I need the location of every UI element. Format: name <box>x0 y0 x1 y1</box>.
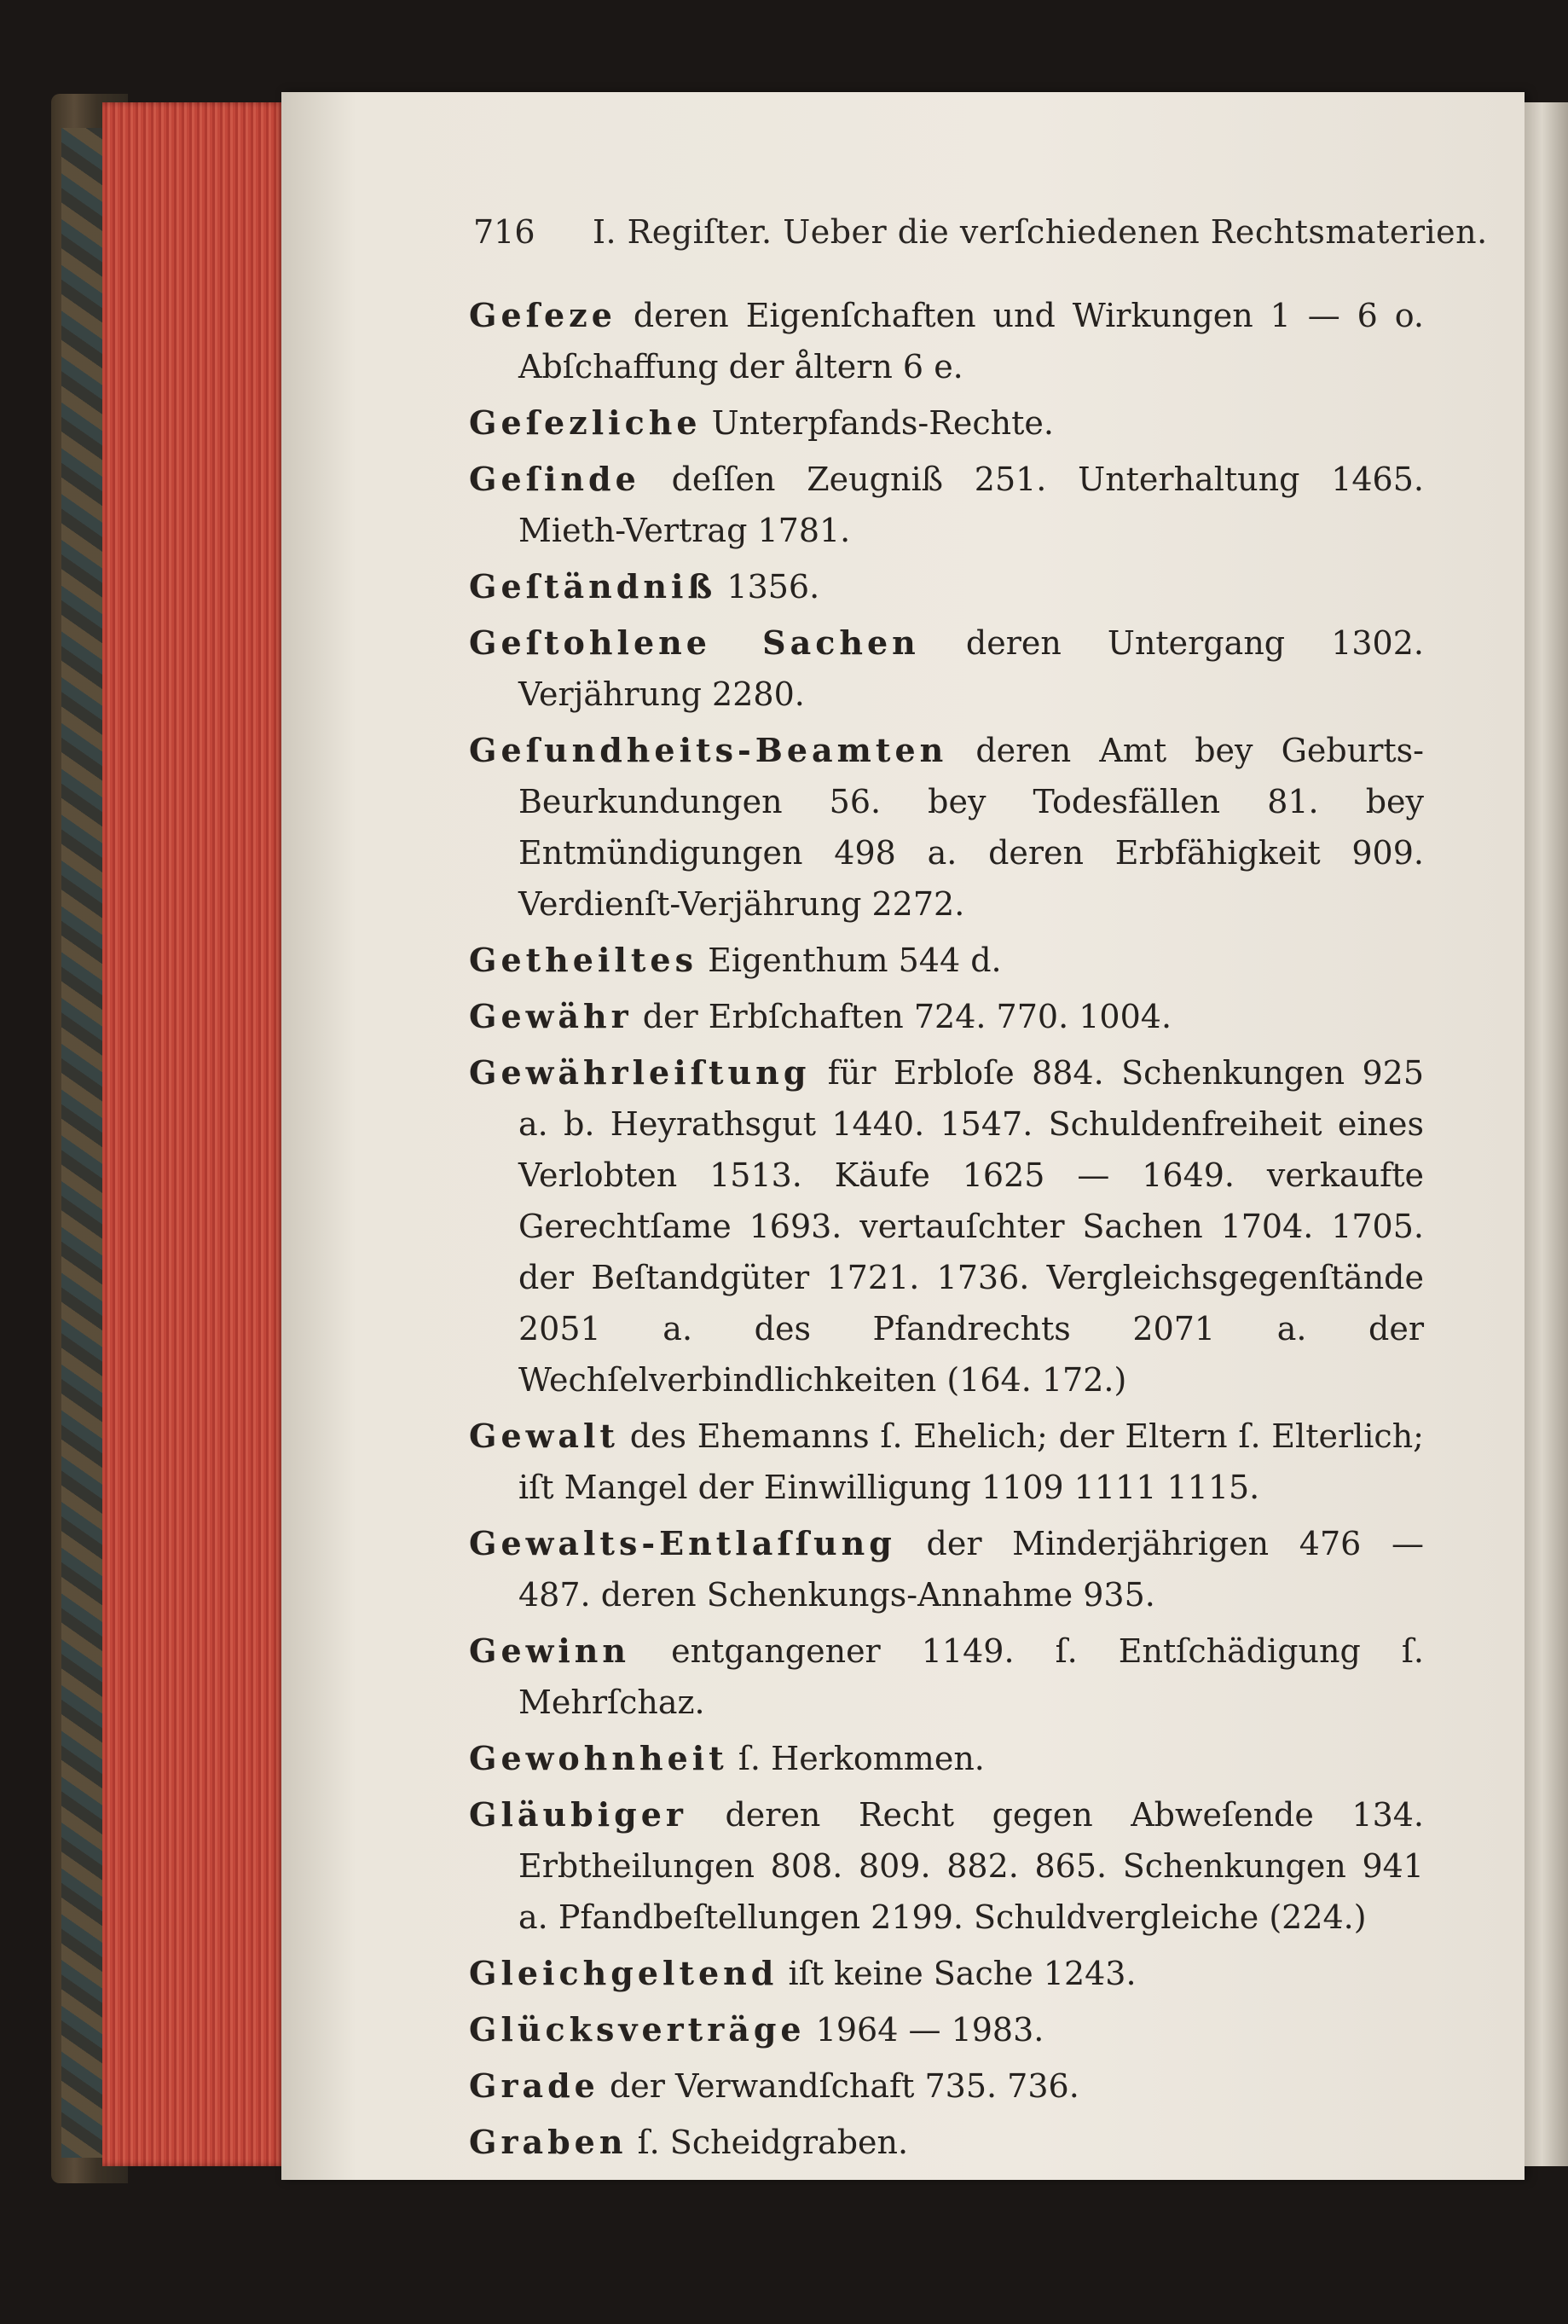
entry-term: Grade <box>469 2066 599 2105</box>
entry-text: Unterpfands-Rechte. <box>711 404 1054 442</box>
register-entry <box>469 1047 1424 1405</box>
entry-text: ſ. Herkommen. <box>738 1740 985 1777</box>
running-title: I. Regiſter. Ueber die verſchiedenen Rechtsmaterien. <box>593 213 1488 251</box>
register-entry <box>469 1626 1424 1728</box>
entry-term: Gewalt <box>469 1417 619 1455</box>
register-entry <box>469 1733 1424 1784</box>
entry-text: Eigenthum 544 d. <box>708 942 1002 979</box>
entry-text: 1356. <box>726 568 820 606</box>
entry-text: für Erbloſe 884. Schenkungen 925 a. b. Heyrathsgut 1440. 1547. Schuldenfreiheit eines Verlobten 1513. Käufe 1625 — 1649. verkaufte Gerechtſame 1693. vertauſchter Sachen 1704. 1705. der Beſtandgüter 1721. 1736. Vergleichsgegenſtände 2051 a. des Pfandrechts 2071 a. der Wechſelverbindlichkeiten (164. 172.) <box>518 1054 1424 1399</box>
entry-text: deren Eigenſchaften und Wirkungen 1 — 6 o. Abſchaffung der åltern 6 e. <box>518 297 1424 385</box>
entry-term: Glücksverträge <box>469 2010 806 2049</box>
register-entry <box>469 935 1424 986</box>
facing-page-edge <box>1525 102 1568 2166</box>
entry-term: Gewinn <box>469 1631 631 1670</box>
page-number: 716 <box>473 213 535 251</box>
entry-text: deren Untergang 1302. Verjährung 2280. <box>518 624 1424 713</box>
running-header <box>473 213 1488 264</box>
register-entries <box>469 290 1424 2173</box>
entry-text: deren Recht gegen Abweſende 134. Erbtheilungen 808. 809. 882. 865. Schenkungen 941 a. Pfandbeſtellungen 2199. Schuldvergleiche (224.) <box>518 1796 1424 1936</box>
register-entry <box>469 397 1424 449</box>
entry-term: Gewalts-Entlaſſung <box>469 1524 896 1562</box>
entry-text: der Erbſchaften 724. 770. 1004. <box>642 998 1172 1035</box>
entry-term: Graben <box>469 2123 628 2161</box>
register-entry <box>469 617 1424 720</box>
entry-term: Geſtohlene Sachen <box>469 623 920 662</box>
entry-text: deſſen Zeugniß 251. Unterhaltung 1465. Mieth-Vertrag 1781. <box>518 461 1424 549</box>
entry-text: der Verwandſchaft 735. 736. <box>609 2067 1079 2105</box>
entry-term: Gewähr <box>469 997 633 1035</box>
entry-text: des Ehemanns ſ. Ehelich; der Eltern ſ. Elterlich; iſt Mangel der Einwilligung 1109 1111 1115. <box>518 1417 1424 1506</box>
entry-text: ſ. Scheidgraben. <box>637 2124 909 2161</box>
entry-text: der Minderjährigen 476 — 487. deren Schenkungs-Annahme 935. <box>518 1525 1424 1614</box>
entry-term: Gewährleiſtung <box>469 1053 811 1092</box>
entry-term: Geſeze <box>469 296 616 334</box>
entry-term: Gleichgeltend <box>469 1954 778 1992</box>
entry-term: Gläubiger <box>469 1795 687 1834</box>
entry-term: Geſtändniß <box>469 567 717 606</box>
entry-term: Geſinde <box>469 460 640 498</box>
register-entry <box>469 1789 1424 1943</box>
register-entry <box>469 725 1424 930</box>
register-entry <box>469 2117 1424 2168</box>
entry-term: Getheiltes <box>469 941 697 979</box>
register-entry <box>469 561 1424 612</box>
register-entry <box>469 991 1424 1042</box>
register-entry <box>469 2060 1424 2112</box>
register-entry <box>469 2004 1424 2055</box>
register-entry <box>469 290 1424 392</box>
entry-term: Geſundheits-Beamten <box>469 731 948 769</box>
entry-text: iſt keine Sache 1243. <box>788 1955 1137 1992</box>
register-entry <box>469 1948 1424 1999</box>
entry-text: entgangener 1149. ſ. Entſchädigung ſ. Mehrſchaz. <box>518 1632 1424 1721</box>
entry-text: 1964 — 1983. <box>815 2011 1044 2049</box>
register-entry <box>469 1518 1424 1620</box>
page-edges <box>102 102 286 2166</box>
entry-term: Gewohnheit <box>469 1739 728 1777</box>
entry-term: Geſezliche <box>469 403 702 442</box>
register-entry <box>469 454 1424 556</box>
entry-text: deren Amt bey Geburts-Beurkundungen 56. bey Todesfällen 81. bey Entmündigungen 498 a. deren Erbfähigkeit 909. Verdienſt-Verjährung 2272. <box>518 732 1424 923</box>
register-entry <box>469 1411 1424 1513</box>
